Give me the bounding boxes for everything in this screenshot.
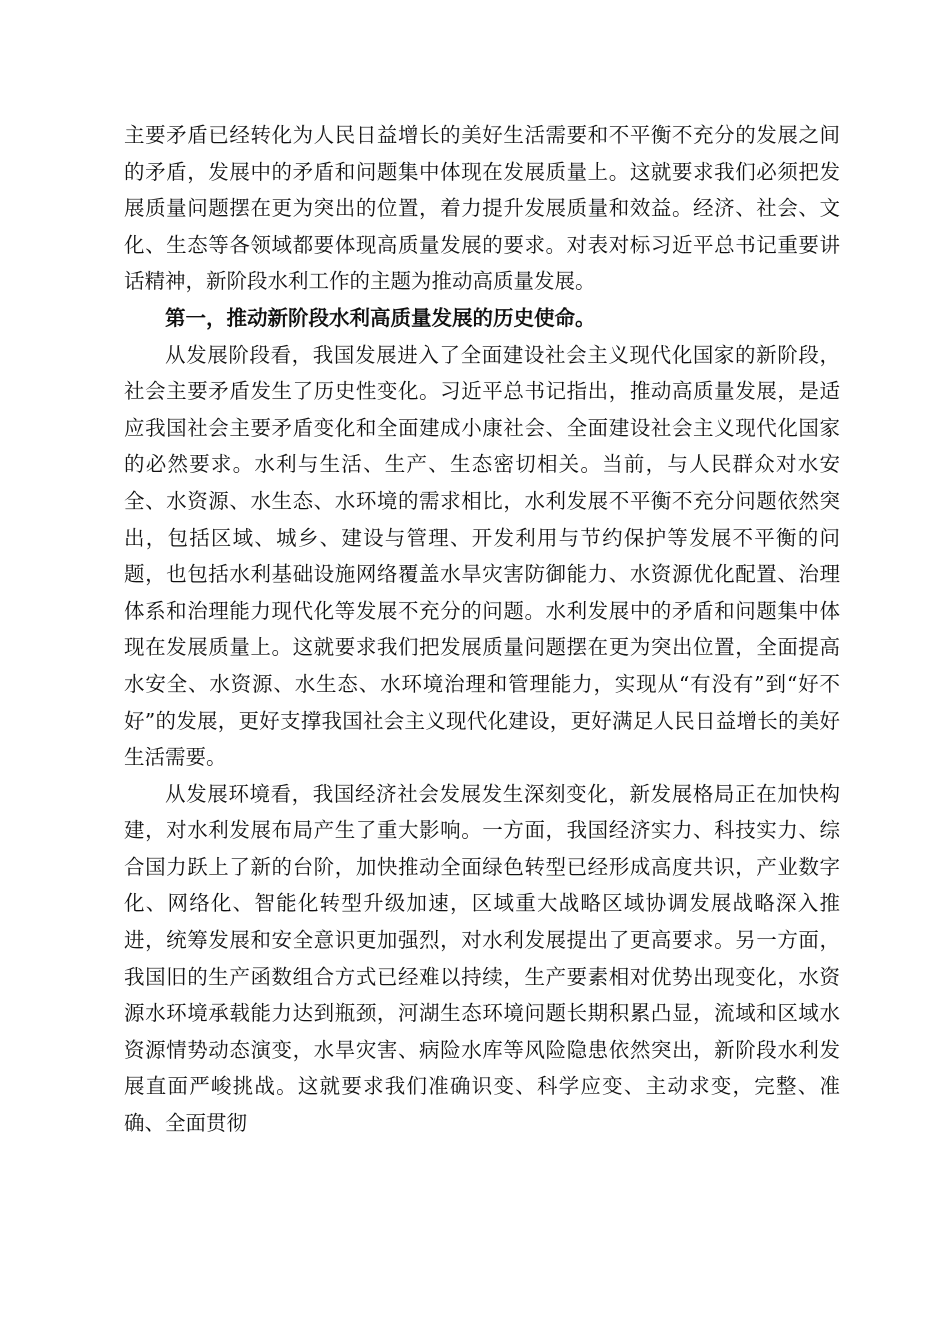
document-body bbox=[124, 117, 840, 1142]
paragraph-development-environment: 从发展环境看，我国经济社会发展发生深刻变化，新发展格局正在加快构建，对水利发展布局产生了重大影响。一方面，我国经济实力、科技实力、综合国力跃上了新的台阶，加快推动全面绿色转型已经形成高度共识，产业数字化、网络化、智能化转型升级加速，区域重大战略区域协调发展战略深入推进，统筹发展和安全意识更加强烈，对水利发展提出了更高要求。另一方面，我国旧的生产函数组合方式已经难以持续，生产要素相对优势出现变化，水资源水环境承载能力达到瓶颈，河湖生态环境问题长期积累凸显，流域和区域水资源情势动态演变，水旱灾害、病险水库等风险隐患依然突出，新阶段水利发展直面严峻挑战。这就要求我们准确识变、科学应变、主动求变，完整、准确、全面贯彻 bbox=[124, 781, 840, 1136]
section-heading: 第一，推动新阶段水利高质量发展的历史使命。 bbox=[165, 305, 596, 330]
paragraph-continuation: 主要矛盾已经转化为人民日益增长的美好生活需要和不平衡不充分的发展之间的矛盾，发展中的矛盾和问题集中体现在发展质量上。这就要求我们必须把发展质量问题摆在更为突出的位置，着力提升发展质量和效益。经济、社会、文化、生态等各领域都要体现高质量发展的要求。对表对标习近平总书记重要讲话精神，新阶段水利工作的主题为推动高质量发展。 bbox=[124, 123, 840, 294]
paragraph-development-stage: 从发展阶段看，我国发展进入了全面建设社会主义现代化国家的新阶段，社会主要矛盾发生了历史性变化。习近平总书记指出，推动高质量发展，是适应我国社会主要矛盾变化和全面建成小康社会、全面建设社会主义现代化国家的必然要求。水利与生活、生产、生态密切相关。当前，与人民群众对水安全、水资源、水生态、水环境的需求相比，水利发展不平衡不充分问题依然突出，包括区域、城乡、建设与管理、开发利用与节约保护等发展不平衡的问题，也包括水利基础设施网络覆盖水旱灾害防御能力、水资源优化配置、治理体系和治理能力现代化等发展不充分的问题。水利发展中的矛盾和问题集中体现在发展质量上。这就要求我们把发展质量问题摆在更为突出位置，全面提高水安全、水资源、水生态、水环境治理和管理能力，实现从“有没有”到“好不好”的发展，更好支撑我国社会主义现代化建设，更好满足人民日益增长的美好生活需要。 bbox=[124, 342, 840, 770]
